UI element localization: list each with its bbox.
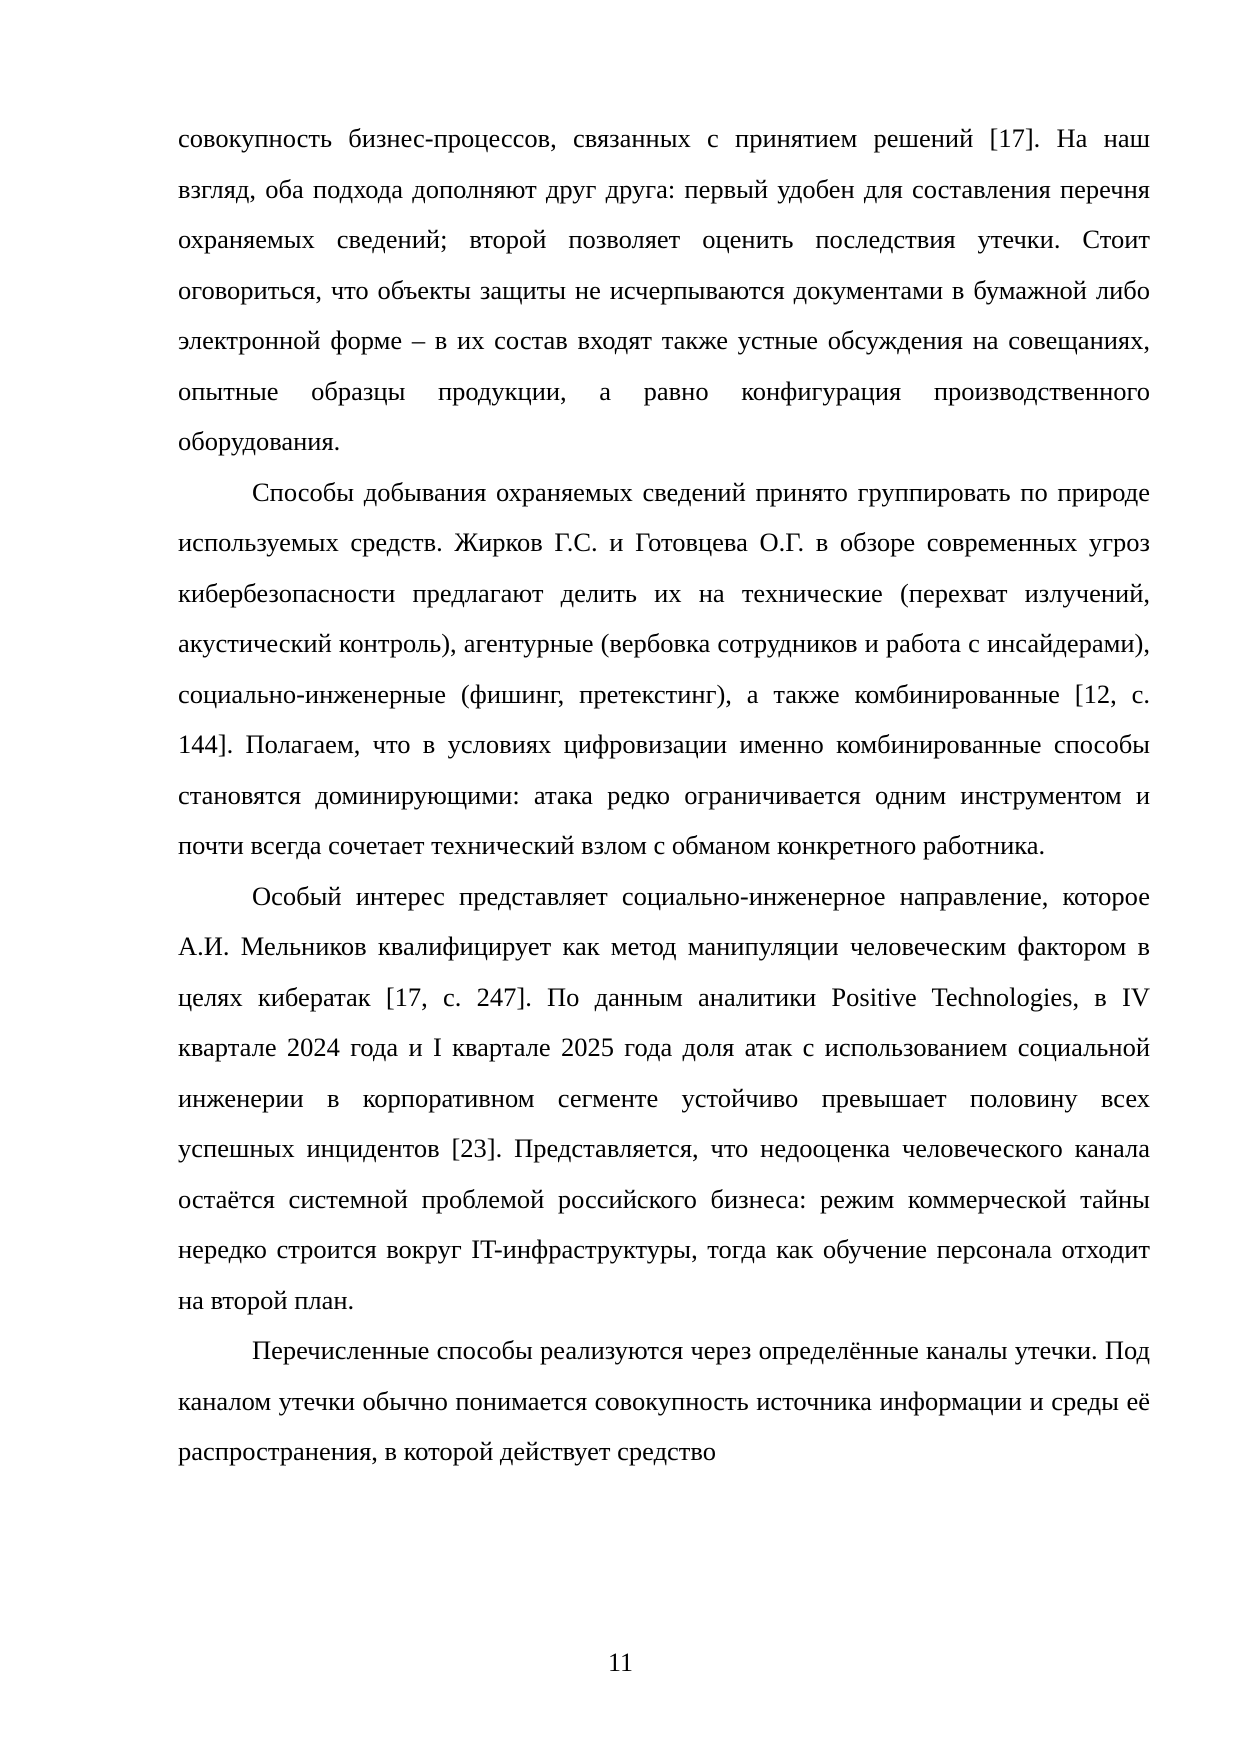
page-number: 11 xyxy=(607,1648,634,1677)
body-text xyxy=(178,113,1150,1477)
paragraph-4: Перечисленные способы реализуются через определённые каналы утечки. Под каналом утечки обычно понимается совокупность источника информации и среды её распространения, в которой действует средство xyxy=(178,1335,1150,1466)
paragraph-1: совокупность бизнес-процессов, связанных с принятием решений [17]. На наш взгляд, оба подхода дополняют друг друга: первый удобен для составления перечня охраняемых сведений; второй позволяет оценить последствия утечки. Стоит оговориться, что объекты защиты не исчерпываются документами в бумажной либо электронной форме – в их состав входят также устные обсуждения на совещаниях, опытные образцы продукции, а равно конфигурация производственного оборудования. xyxy=(178,123,1150,456)
paragraph-2: Способы добывания охраняемых сведений принято группировать по природе используемых средств. Жирков Г.С. и Готовцева О.Г. в обзоре современных угроз кибербезопасности предлагают делить их на технические (перехват излучений, акустический контроль), агентурные (вербовка сотрудников и работа с инсайдерами), социально-инженерные (фишинг, претекстинг), а также комбинированные [12, с. 144]. Полагаем, что в условиях цифровизации именно комбинированные способы становятся доминирующими: атака редко ограничивается одним инструментом и почти всегда сочетает технический взлом с обманом конкретного работника. xyxy=(178,476,1150,860)
paragraph-3: Особый интерес представляет социально-инженерное направление, которое А.И. Мельников квалифицирует как метод манипуляции человеческим фактором в целях кибератак [17, с. 247]. По данным аналитики Positive Technologies, в IV квартале 2024 года и I квартале 2025 года доля атак с использованием социальной инженерии в корпоративном сегменте устойчиво превышает половину всех успешных инцидентов [23]. Представляется, что недооценка человеческого канала остаётся системной проблемой российского бизнеса: режим коммерческой тайны нередко строится вокруг IT-инфраструктуры, тогда как обучение персонала отходит на второй план. xyxy=(178,880,1150,1315)
